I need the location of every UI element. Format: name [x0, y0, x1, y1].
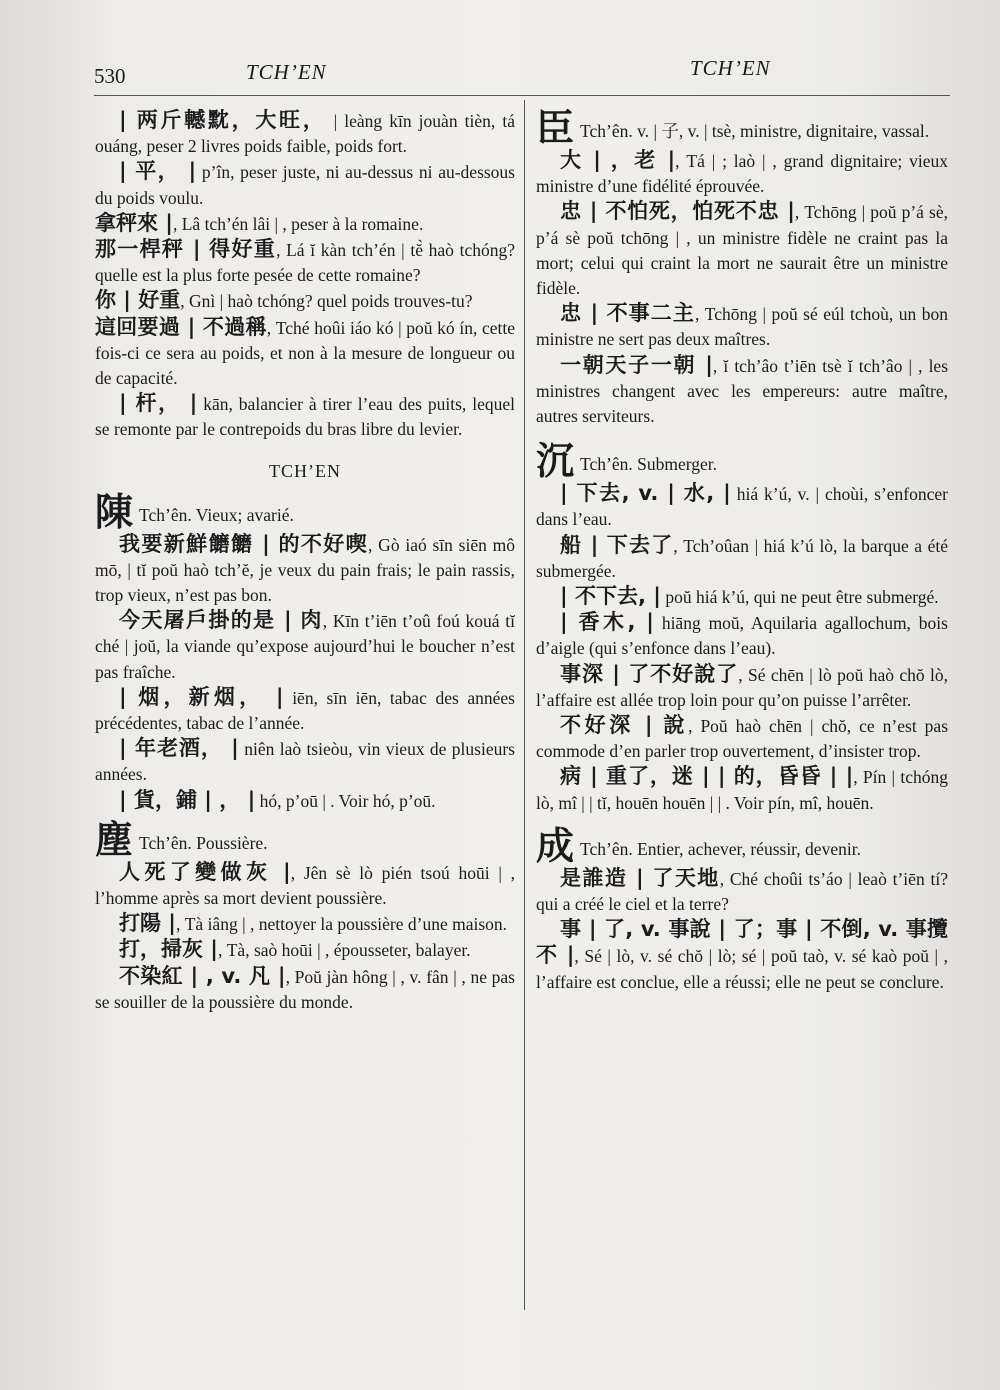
entry	[95, 685, 515, 736]
entry	[95, 608, 515, 685]
entry	[536, 917, 948, 995]
entry-hanzi: | 不下去, |	[560, 584, 661, 609]
left-column	[95, 108, 515, 1015]
entry-hanzi: 是誰造 | 了天地	[560, 865, 720, 890]
headword-char: 成	[536, 823, 575, 868]
entry	[95, 788, 515, 814]
entry-text: , Sé chēn | lò poŭ haò chŏ lò, l’affaire est allée trop loin pour qu’on puisse l’arrêter.	[536, 664, 949, 710]
entry-text: niên laò tsieòu, vin vieux de plusieurs années.	[95, 739, 515, 785]
running-title-right: TCH’EN	[690, 56, 771, 80]
entry-hanzi: 打陽 |	[119, 911, 176, 936]
entry-hanzi: 忠 | 不事二主	[560, 301, 695, 326]
entry-text: , Gnì | haò tchóng? quel poids trouves-tu?	[180, 291, 473, 312]
headword-char: 沉	[536, 439, 575, 484]
entry-hanzi: 我要新鮮饝饝 | 的不好喫	[119, 531, 369, 556]
entry-hanzi: 人死了變做灰 |	[119, 859, 291, 884]
headword-definition: Tch’ên. Entier, achever, réussir, devenir.	[580, 838, 861, 859]
headword-definition: Tch’ên. Vieux; avarié.	[139, 504, 294, 525]
entry-hanzi: 病 | 重了，迷 | | 的，昏昏 | |	[560, 764, 854, 789]
entry	[95, 964, 515, 1015]
right-column	[536, 108, 948, 995]
entry-text: , Kīn t’iēn t’oû foú kouá tĭ ché | joŭ, la viande qu’expose aujourd’hui le boucher n’est pas fraîche.	[95, 611, 515, 682]
entry-text: , Ché choûi ts’áo | leaò t’iēn tí? qui a créé le ciel et la terre?	[536, 868, 948, 915]
entry-hanzi: 船 | 下去了	[560, 532, 674, 557]
entry-hanzi: | 貨，鋪 | ， |	[119, 787, 256, 812]
entry	[95, 288, 515, 314]
entry	[95, 391, 515, 442]
entry-hanzi: 事深 | 了不好說了	[560, 661, 739, 686]
entry	[95, 937, 515, 963]
page-header	[0, 56, 1000, 90]
entry-text: , Tá | ; laò | , grand dignitaire; vieux ministre d’une fidélité éprouvée.	[536, 151, 948, 197]
entry	[95, 736, 515, 787]
entry-hanzi: 拿秤來 |	[95, 210, 173, 235]
entry-text: , Tchōng | poŭ p’á sè, p’á sè poŭ tchōng | , un ministre fidèle ne craint pas la mort; celui qui craint la mort ne saurait être un ministre fidèle.	[536, 202, 948, 299]
entry	[536, 610, 948, 661]
entry-text: , Tché hoûi iáo kó | poŭ kó ín, cette fois-ci ce sera au poids, et non à la mesure de longueur ou de capacité.	[95, 317, 515, 389]
entry	[95, 532, 515, 609]
entry	[95, 159, 515, 210]
section-title: TCH’EN	[269, 460, 341, 481]
entry-hanzi: 大 | ，老 |	[560, 148, 676, 172]
head-entry	[536, 108, 948, 148]
entry-text: , Gò iaó sīn siēn mô mō, | tĭ poŭ haò tch’ĕ, je veux du pain frais; le pain rassis, trop vieux, n’est pas bon.	[95, 534, 515, 606]
entry-text: poŭ hiá k’ú, qui ne peut être submergé.	[665, 587, 939, 608]
entry-hanzi: | 平， |	[119, 159, 197, 184]
entry-hanzi: 不好深 | 說	[560, 713, 689, 738]
head-entry	[95, 817, 515, 862]
entry	[95, 860, 515, 911]
entry	[95, 911, 515, 937]
entry-text: , Poŭ haò chēn | chŏ, ce n’est pas commode d’en parler trop ouvertement, d’insister trop.	[536, 716, 949, 762]
entry-hanzi: | 香木, |	[560, 610, 654, 635]
entry-hanzi: 今天屠戶掛的是 | 肉	[119, 608, 323, 633]
column-divider	[524, 100, 525, 1310]
entry-hanzi: 你 | 好重	[95, 288, 181, 313]
entry	[536, 533, 948, 584]
entry-hanzi: | 烟，新烟， |	[119, 684, 284, 709]
entry-text: p’în, peser juste, ni au-dessus ni au-dessous du poids voulu.	[95, 162, 515, 208]
entry	[536, 148, 948, 199]
entry	[95, 237, 515, 288]
entry-text: , Jên sè lò pién tsoú hoūi | , l’homme après sa mort devient poussière.	[95, 862, 515, 909]
entry-text: kān, balancier à tirer l’eau des puits, lequel se remonte par le contrepoids du bras libre du levier.	[95, 394, 516, 440]
entry-text: hó, p’oū | . Voir hó, p’oū.	[259, 790, 436, 811]
entry-hanzi: | 年老酒， |	[119, 736, 239, 761]
entry-text: , Tà iâng | , nettoyer la poussière d’une maison.	[175, 914, 508, 935]
entry-hanzi: 事 | 了, v. 事說 | 了；事 | 不倒, v. 事攬不 |	[536, 917, 948, 968]
head-entry	[536, 823, 948, 868]
entry	[536, 866, 948, 917]
entry	[536, 301, 948, 352]
entry-text: , Lâ tch’én lâi | , peser à la romaine.	[172, 213, 424, 234]
entry-hanzi: 不染紅 | , v. 凡 |	[119, 963, 286, 988]
entry-text: , Tà, saò hoūi | , épousseter, balayer.	[217, 940, 471, 961]
entry-text: , Tchōng | poŭ sé eúl tchoù, un bon ministre ne sert pas deux maîtres.	[536, 304, 948, 350]
entry-text: | leàng kīn jouàn tièn, tá ouáng, peser 2 livres poids faible, poids fort.	[95, 111, 516, 157]
entry-text: , Sé | lò, v. sé chŏ | lò; sé | poŭ taò, v. sé kaò poŭ | , l’affaire est conclue, elle a réussi; elle ne peut se conclure.	[536, 946, 948, 992]
headword-char: 塵	[95, 817, 134, 862]
entry-hanzi: 那一桿秤 | 得好重	[95, 237, 277, 262]
running-title-left: TCH’EN	[246, 60, 327, 84]
page-number: 530	[94, 64, 126, 88]
entry	[536, 584, 948, 610]
entry	[536, 353, 948, 430]
entry-text: hiāng moŭ, Aquilaria agallochum, bois d’aigle (qui s’enfonce dans l’eau).	[536, 613, 948, 659]
entry-hanzi: | 杆， |	[119, 391, 198, 416]
entry	[536, 662, 948, 713]
headword-char: 臣	[536, 106, 575, 150]
entry	[536, 713, 948, 764]
entry-text: , Pín | tchóng lò, mî | | tĭ, houēn houēn | | . Voir pín, mî, houēn.	[536, 767, 948, 813]
entry	[95, 211, 515, 237]
entry-text: , Tch’oûan | hiá k’ú lò, la barque a été submergée.	[536, 535, 949, 581]
entry-text: , ĭ tch’âo t’iēn tsè ĭ tch’âo | , les ministres changent avec les empereurs: autre maître, autres serviteurs.	[536, 355, 949, 427]
entry	[536, 764, 948, 815]
entry-hanzi: | 下去, v. | 水, |	[560, 481, 731, 506]
entry	[536, 199, 948, 301]
headword-char: 陳	[95, 489, 134, 534]
entry-hanzi: 一朝天子一朝 |	[560, 352, 713, 377]
headword-definition: Tch’ên. Submerger.	[580, 454, 717, 475]
entry	[536, 481, 948, 532]
header-rule	[94, 95, 950, 96]
headword-definition: Tch’ên. v. | 子, v. | tsè, ministre, dignitaire, vassal.	[580, 121, 930, 141]
entry-hanzi: | 两斤轗黕，大旺，	[119, 108, 327, 132]
entry-hanzi: 這回要過 | 不過稱	[95, 314, 267, 339]
entry-text: iēn, sīn iēn, tabac des années précédentes, tabac de l’année.	[95, 687, 515, 734]
headword-definition: Tch’ên. Poussière.	[139, 832, 268, 853]
entry	[95, 108, 515, 159]
entry-hanzi: 忠 | 不怕死，怕死不忠 |	[560, 199, 795, 224]
entry-text: , Poŭ jàn hông | , v. fân | , ne pas se souiller de la poussière du monde.	[95, 966, 515, 1012]
entry-text: hiá k’ú, v. | choùi, s’enfoncer dans l’eau.	[536, 484, 948, 530]
entry-text: , Lá ĭ kàn tch’én | tĕ̀ haò tchóng? quelle est la plus forte pesée de cette romaine?	[95, 240, 516, 286]
head-entry	[95, 489, 515, 534]
entry	[95, 315, 515, 392]
head-entry	[536, 439, 948, 484]
entry-hanzi: 打，掃灰 |	[119, 937, 218, 962]
